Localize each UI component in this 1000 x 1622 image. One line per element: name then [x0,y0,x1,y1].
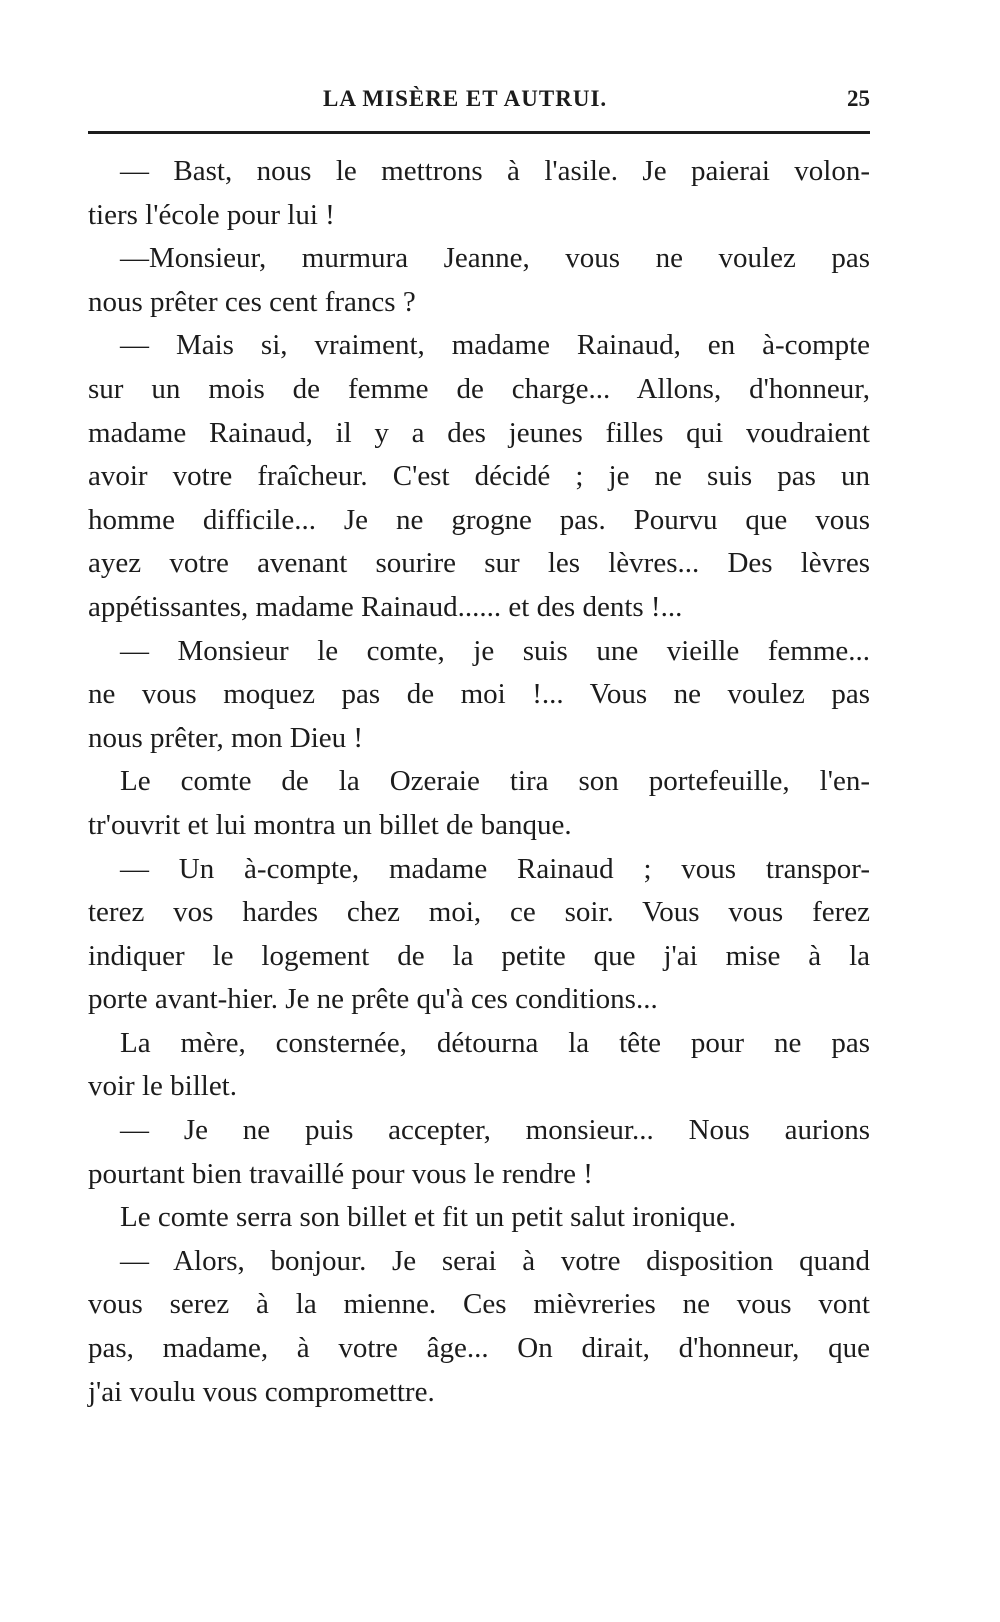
text-line: — Monsieur le comte, je suis une vieille femme... [120,634,870,667]
text-line: terez vos hardes chez moi, ce soir. Vous vous ferez [88,896,870,929]
text-line: sur un mois de femme de charge... Allons, d'honneur, [88,372,870,405]
text-line: appétissantes, madame Rainaud...... et des dents !... [88,590,683,623]
text-line: tiers l'école pour lui ! [88,198,335,231]
text-line: j'ai voulu vous compromettre. [88,1375,435,1408]
text-line: tr'ouvrit et lui montra un billet de banque. [88,808,572,841]
text-line: La mère, consternée, détourna la tête pour ne pas [120,1026,870,1059]
header-rule [88,131,870,134]
text-line: — Mais si, vraiment, madame Rainaud, en à-compte [120,329,870,362]
text-line: nous prêter, mon Dieu ! [88,721,364,754]
text-line: — Bast, nous le mettrons à l'asile. Je paierai volon- [120,155,870,187]
text-line: — Un à-compte, madame Rainaud ; vous transpor- [120,852,870,885]
text-line: indiquer le logement de la petite que j'ai mise à la [88,939,870,972]
text-line: — Alors, bonjour. Je serai à votre disposition quand [120,1244,870,1277]
page-number: 25 [847,86,870,111]
text-line: avoir votre fraîcheur. C'est décidé ; je ne suis pas un [88,460,870,493]
text-line: nous prêter ces cent francs ? [88,285,416,318]
text-line: ne vous moquez pas de moi !... Vous ne voulez pas [88,678,870,711]
page-header [88,86,870,126]
text-line: Le comte de la Ozeraie tira son portefeuille, l'en- [120,765,870,798]
text-line: — Je ne puis accepter, monsieur... Nous aurions [120,1114,870,1147]
body-text [88,150,870,1414]
text-line: madame Rainaud, il y a des jeunes filles qui voudraient [88,416,870,449]
text-line: pourtant bien travaillé pour vous le rendre ! [88,1157,593,1190]
text-line: ayez votre avenant sourire sur les lèvres... Des lèvres [88,547,870,580]
text-line: voir le billet. [88,1070,237,1103]
text-line: homme difficile... Je ne grogne pas. Pourvu que vous [88,503,870,536]
text-line: —Monsieur, murmura Jeanne, vous ne voulez pas [120,242,870,275]
text-line: pas, madame, à votre âge... On dirait, d'honneur, que [88,1332,870,1365]
running-title: LA MISÈRE ET AUTRUI. [323,86,608,111]
text-line: Le comte serra son billet et fit un petit salut ironique. [120,1201,737,1234]
text-line: vous serez à la mienne. Ces mièvreries ne vous vont [88,1288,870,1321]
text-line: porte avant-hier. Je ne prête qu'à ces conditions... [88,983,658,1016]
